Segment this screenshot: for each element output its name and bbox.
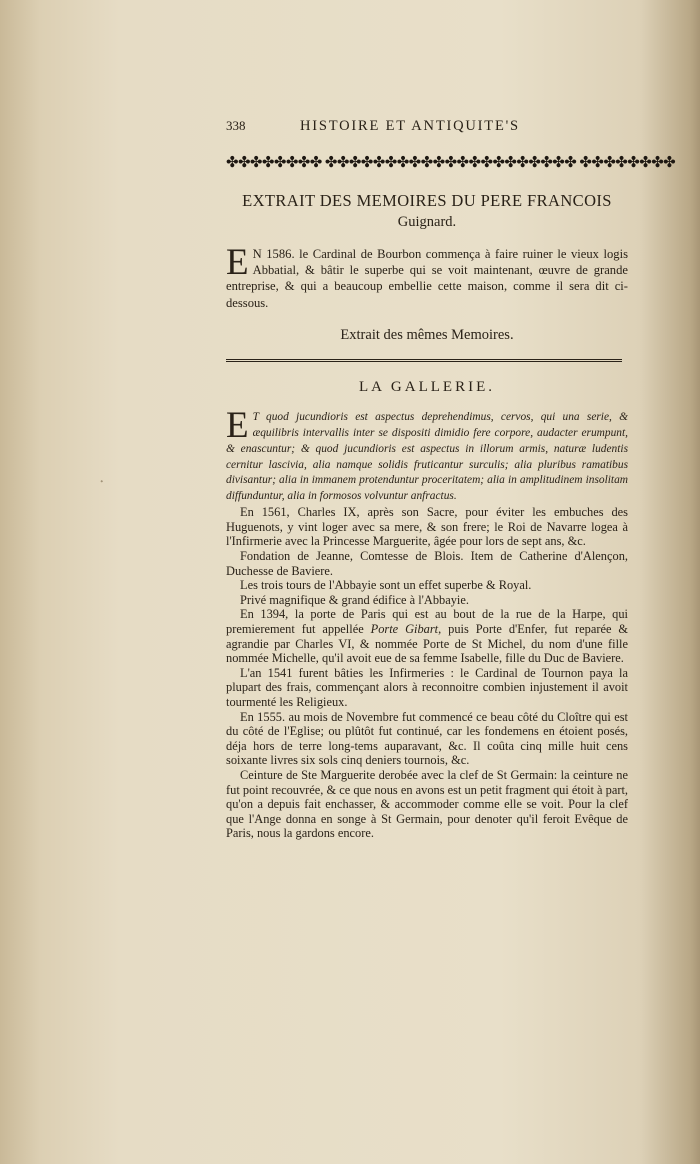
- margin-mark: ᐩ: [100, 478, 104, 488]
- paragraph-text: En 1394, la porte de Paris qui est au bout de la rue de la Harpe, qui premierement fut appellée: [226, 607, 628, 636]
- extrait-paragraph: [226, 242, 628, 311]
- page-number: 338: [226, 118, 246, 133]
- page-content: [226, 118, 676, 841]
- running-head: [226, 118, 628, 140]
- drop-cap: E: [226, 404, 249, 446]
- subsection-title: Extrait des mêmes Memoires.: [340, 326, 514, 343]
- running-head-title: HISTOIRE ET ANTIQUITE'S: [300, 118, 520, 134]
- italic-name: Porte Gibart: [370, 622, 439, 636]
- latin-text: T quod jucundioris est aspectus deprehendimus, cervos, qui una serie, & æquilibris intervallis inter se dispositi dimidio fere corpore, audacter erumpunt, & enascuntur; & quod jucundioris est aspectus in illorum armis, naturæ ludentis cernitur lascivia, alia namque solidis fruticantur surculis; alia pluribus ramatibus divisantur; alia in immanem protenduntur proceritatem; alia in amplitudinem insolitam diffunduntur, alia in formosos volvuntur anfractus.: [226, 410, 628, 503]
- paragraph: Fondation de Jeanne, Comtesse de Blois. Item de Catherine d'Alençon, Duchesse de Baviere.: [226, 549, 628, 578]
- section-title-continued: Guignard.: [397, 214, 457, 230]
- paragraph: En 1561, Charles IX, après son Sacre, pour éviter les embuches des Huguenots, y vint loger avec sa mere, & son frere; le Roi de Navarre logea à l'Infirmerie avec la Princesse Marguerite, âgée pour lors de sept ans, &c.: [226, 505, 628, 549]
- extrait-text: N 1586. le Cardinal de Bourbon commença à faire ruiner le vieux logis Abbatial, & bâtir le superbe qui se voit maintenant, œuvre de grande entreprise, & qui a beaucoup embellie cette maison, comme il sera dit ci-dessous.: [226, 247, 628, 310]
- paragraph: Les trois tours de l'Abbayie sont un effet superbe & Royal.: [240, 578, 532, 593]
- drop-cap: E: [226, 242, 249, 283]
- double-rule: [226, 359, 622, 362]
- paragraph: Ceinture de Ste Marguerite derobée avec la clef de St Germain: la ceinture ne fut point recouvrée, & ce que nous en avons est un petit fragment qui étoit à part, qu'on a depuis fait enchasser, & accommoder comme elle se voit. Pour la clef que l'Ange donna en songe à St Germain, pour denoter qu'il feroit Evêque de Paris, nous la gardons encore.: [226, 767, 628, 841]
- latin-paragraph: [226, 404, 628, 505]
- paragraph: L'an 1541 furent bâties les Infirmeries : le Cardinal de Tournon paya la plupart des frais, commençant alors à reconnoitre combien injustement il avoit tourmenté les Religieux.: [226, 665, 628, 709]
- paragraph: [226, 607, 628, 665]
- section-title: EXTRAIT DES MEMOIRES DU PERE FRANCOIS: [242, 191, 612, 210]
- ornament-band: ✤✤✤✤✤✤✤✤ ✤✤✤✤✤✤✤✤✤✤✤✤✤✤✤✤✤✤✤✤✤ ✤✤✤✤✤✤✤✤: [226, 155, 676, 171]
- paragraph-text: , puis Porte d'Enfer, fut reparée & agrandie par Charles VI, & nommée Porte de St Michel, du nom d'une fille nommée Michelle, qu'il avoit eue de sa femme Isabelle, fille du Duc de Baviere.: [226, 622, 629, 666]
- paragraph: En 1555. au mois de Novembre fut commencé ce beau côté du Cloître qui est du côté de l'Eglise; ou plûtôt fut continué, car les fondemens en étoient posés, déja hors de terre long-tems auparavant, &c. Il coûta cinq mille huit cens soixante livres six sols cinq deniers tournois, &c.: [226, 709, 628, 768]
- paragraph: Privé magnifique & grand édifice à l'Abbayie.: [240, 592, 469, 607]
- gallerie-title: LA GALLERIE.: [359, 378, 495, 395]
